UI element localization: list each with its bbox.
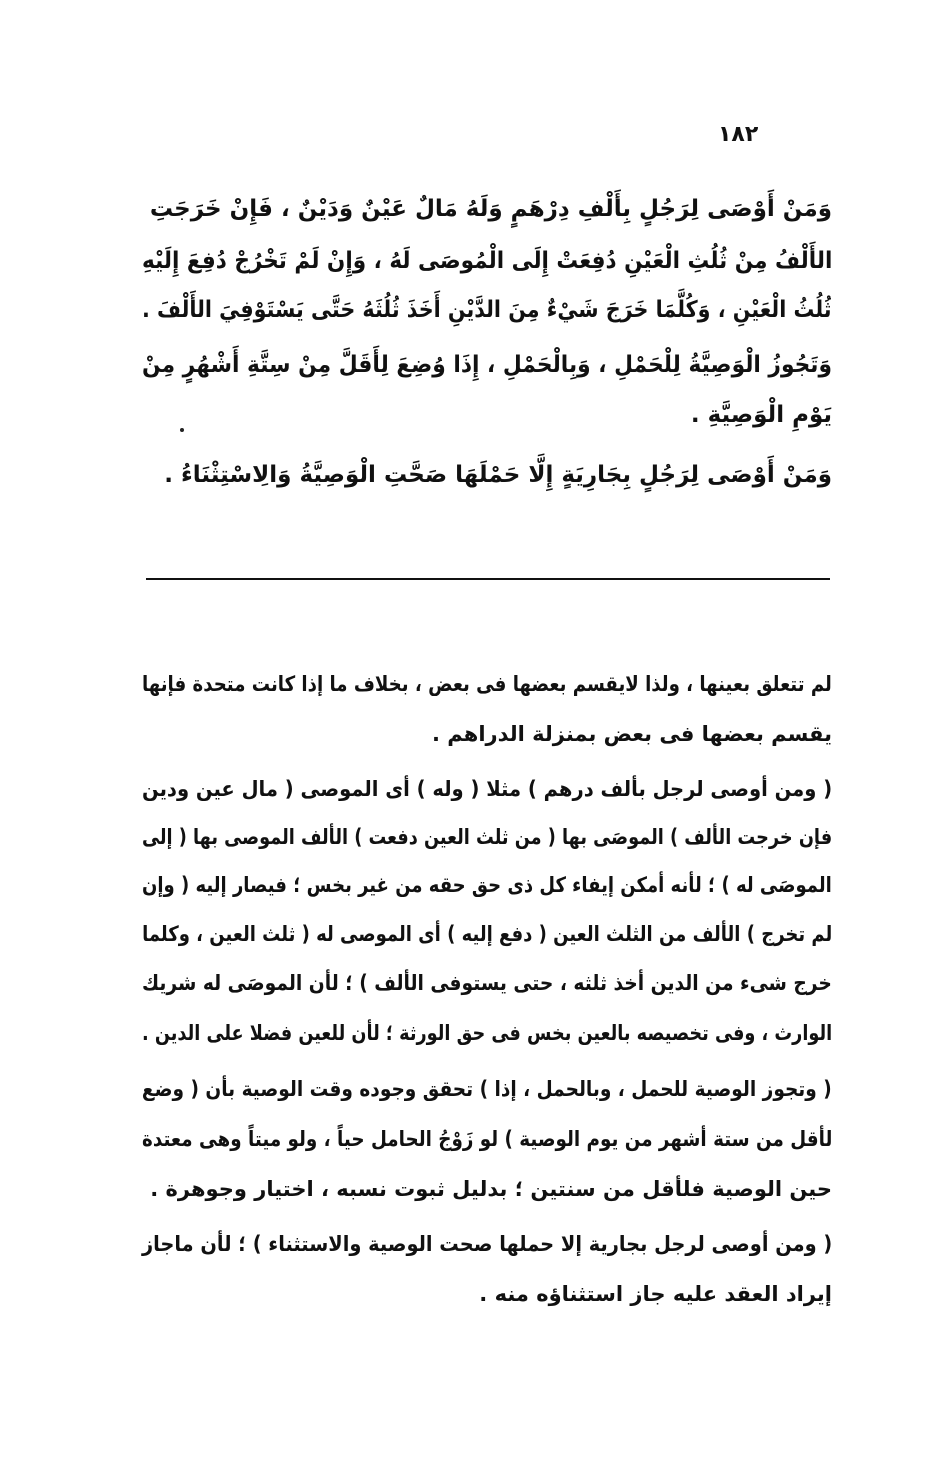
sharh-line: حين الوصية فلأقل من سنتين ؛ بدليل ثبوت نسبه ، اختيار وجوهرة .: [150, 1177, 832, 1201]
matn-line: ثُلُثُ الْعَيْنِ ، وَكُلَّمَا خَرَجَ شَيْءٌ مِنَ الدَّيْنِ أَخَذَ ثُلُثَهُ حَتَّى يَسْتَوْفِيَ الأَلْفَ .: [142, 297, 832, 323]
matn-line: وَمَنْ أَوْصَى لِرَجُلٍ بِجَارِيَةٍ إِلَّا حَمْلَهَا صَحَّتِ الْوَصِيَّةُ وَالِاسْتِثْنَاءُ .: [164, 462, 832, 488]
sharh-line: ( ومن أوصى لرجل بجارية إلا حملها صحت الوصية والاستثناء ) ؛ لأن ماجاز: [141, 1232, 832, 1256]
matn-line: يَوْمِ الْوَصِيَّةِ .: [690, 402, 832, 428]
sharh-line: لأقل من ستة أشهر من يوم الوصية ) لو زَوْجُ الحامل حياً ، ولو ميتاً وهى معتدة: [141, 1127, 832, 1151]
section-divider: [146, 578, 830, 580]
sharh-line: فإن خرجت الألف ) الموصَى بها ( من ثلث العين دفعت ) الألف الموصى بها ( إلى: [141, 825, 832, 849]
sharh-line: ( ومن أوصى لرجل بألف درهم ) مثلا ( وله ) أى الموصى ( مال عين ودين: [141, 777, 832, 801]
sharh-line: إيراد العقد عليه جاز استثناؤه منه .: [479, 1282, 832, 1306]
sharh-line: ( وتجوز الوصية للحمل ، وبالحمل ، إذا ) تحقق وجوده وقت الوصية بأن ( وضع: [142, 1077, 832, 1101]
sharh-line: خرج شىء من الدين أخذ ثلثه ، حتى يستوفى الألف ) ؛ لأن الموصَى له شريك: [142, 971, 832, 995]
sharh-line: يقسم بعضها فى بعض بمنزلة الدراهم .: [432, 722, 832, 746]
sharh-line: الموصَى له ) ؛ لأنه أمكن إيفاء كل ذى حق حقه من غير بخس ؛ فيصار إليه ( وإن: [142, 873, 832, 897]
sharh-line: لم تخرج ) الألف من الثلث العين ( دفع إليه ) أى الموصى له ( ثلث العين ، وكلما: [141, 922, 832, 946]
print-speck: [180, 428, 184, 432]
matn-line: وَمَنْ أَوْصَى لِرَجُلٍ بِأَلْفِ دِرْهَمٍ وَلَهُ مَالٌ عَيْنٌ وَدَيْنٌ ، فَإِنْ خَرَجَتِ: [149, 196, 832, 222]
page-number: ١٨٢: [718, 122, 759, 147]
sharh-line: لم تتعلق بعينها ، ولذا لايقسم بعضها فى بعض ، بخلاف ما إذا كانت متحدة فإنها: [142, 672, 832, 696]
sharh-line: الوارث ، وفى تخصيصه بالعين بخس فى حق الورثة ؛ لأن للعين فضلا على الدين .: [141, 1021, 832, 1045]
matn-line: وَتَجُوزُ الْوَصِيَّةُ لِلْحَمْلِ ، وَبِالْحَمْلِ ، إِذَا وُضِعَ لِأَقَلَّ مِنْ سِتَّةِ أَشْهُرٍ مِنْ: [141, 352, 832, 378]
matn-line: الأَلْفُ مِنْ ثُلُثِ الْعَيْنِ دُفِعَتْ إِلَى الْمُوصَى لَهُ ، وَإِنْ لَمْ تَخْرُجْ دُفِعَ إِلَيْهِ: [141, 248, 832, 274]
